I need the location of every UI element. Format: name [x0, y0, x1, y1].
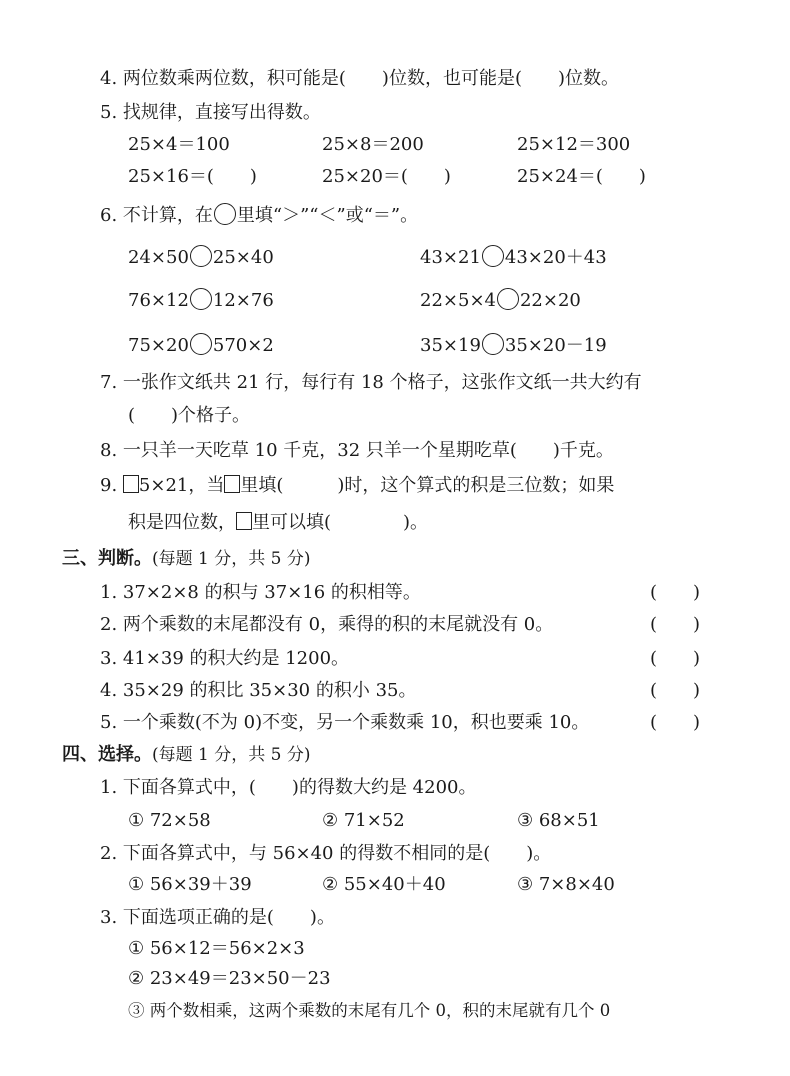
question-9-line2	[128, 512, 428, 534]
choice-q2-opt1[interactable]: ① 56×39＋39	[128, 874, 252, 895]
choice-q2-opt3[interactable]: ③ 7×8×40	[517, 874, 615, 895]
q5-item-2: 25×8＝200	[322, 134, 424, 155]
answer-circle[interactable]	[497, 288, 519, 310]
q6-prefix: 6. 不计算，在	[100, 205, 213, 226]
section-choice-title	[62, 744, 311, 766]
q6-right: 43×20＋43	[504, 247, 607, 268]
q9-text-c: 积是四位数，	[128, 512, 236, 533]
question-7-line2: ( )个格子。	[128, 405, 251, 426]
choice-note: (每题 1 分，共 5 分)	[152, 745, 311, 765]
choice-title: 四、选择。	[62, 744, 152, 765]
question-7-line1: 7. 一张作文纸共 21 行，每行有 18 个格子，这张作文纸一共大约有	[100, 372, 642, 393]
q6-right: 570×2	[212, 335, 274, 356]
judge-item-3: 3. 41×39 的积大约是 1200。	[100, 648, 350, 669]
judge-item-1: 1. 37×2×8 的积与 37×16 的积相等。	[100, 582, 421, 603]
q5-item-6: 25×24＝( )	[517, 166, 646, 187]
q6-item-1	[128, 247, 274, 269]
judge-item-2: 2. 两个乘数的末尾都没有 0，乘得的积的末尾就没有 0。	[100, 614, 554, 635]
judge-answer-1[interactable]: ( )	[650, 582, 701, 603]
choice-q3-opt1[interactable]: ① 56×12＝56×2×3	[128, 938, 305, 959]
q5-item-1: 25×4＝100	[128, 134, 230, 155]
judge-answer-4[interactable]: ( )	[650, 680, 701, 701]
choice-q1-opt1[interactable]: ① 72×58	[128, 810, 211, 831]
q6-left: 75×20	[128, 335, 189, 356]
judge-item-4: 4. 35×29 的积比 35×30 的积小 35。	[100, 680, 417, 701]
q5-item-4: 25×16＝( )	[128, 166, 257, 187]
choice-q3-opt2[interactable]: ② 23×49＝23×50－23	[128, 968, 331, 989]
q6-left: 22×5×4	[420, 290, 496, 311]
q6-left: 24×50	[128, 247, 189, 268]
q9-text-a: 5×21，当	[138, 475, 225, 496]
q6-item-5	[128, 335, 274, 357]
judge-answer-5[interactable]: ( )	[650, 712, 701, 733]
choice-q1-opt2[interactable]: ② 71×52	[322, 810, 405, 831]
judge-item-5: 5. 一个乘数(不为 0)不变，另一个乘数乘 10，积也要乘 10。	[100, 712, 590, 733]
q6-item-6	[420, 335, 607, 357]
q5-item-3: 25×12＝300	[517, 134, 631, 155]
judge-answer-3[interactable]: ( )	[650, 648, 701, 669]
answer-circle[interactable]	[482, 333, 504, 355]
choice-q2-opt2[interactable]: ② 55×40＋40	[322, 874, 446, 895]
question-9-line1	[100, 475, 614, 497]
choice-q1-opt3[interactable]: ③ 68×51	[517, 810, 600, 831]
q6-item-3	[128, 290, 274, 312]
q6-right: 35×20－19	[504, 335, 607, 356]
judge-answer-2[interactable]: ( )	[650, 614, 701, 635]
q6-left: 35×19	[420, 335, 481, 356]
q6-right: 25×40	[212, 247, 274, 268]
q9-text-b: 里填( )时，这个算式的积是三位数；如果	[240, 475, 615, 496]
judge-note: (每题 1 分，共 5 分)	[152, 549, 311, 569]
section-judge-title	[62, 548, 311, 570]
q6-right: 12×76	[212, 290, 274, 311]
judge-title: 三、判断。	[62, 548, 152, 569]
q6-left: 76×12	[128, 290, 189, 311]
q5-item-5: 25×20＝( )	[322, 166, 451, 187]
question-5: 5. 找规律，直接写出得数。	[100, 102, 321, 123]
choice-q3-opt3[interactable]: ③ 两个数相乘，这两个乘数的末尾有几个 0，积的末尾就有几个 0	[128, 1001, 611, 1020]
question-8: 8. 一只羊一天吃草 10 千克，32 只羊一个星期吃草( )千克。	[100, 440, 614, 461]
question-6	[100, 205, 418, 227]
answer-circle[interactable]	[482, 245, 504, 267]
q9-number: 9.	[100, 475, 118, 496]
q6-item-4	[420, 290, 581, 312]
q6-suffix: 里填“＞”“＜”或“＝”。	[236, 205, 419, 226]
answer-circle[interactable]	[190, 245, 212, 267]
choice-q3: 3. 下面选项正确的是( )。	[100, 907, 335, 928]
digit-box-icon	[224, 475, 240, 493]
question-4: 4. 两位数乘两位数，积可能是( )位数，也可能是( )位数。	[100, 68, 619, 89]
q9-text-d: 里可以填( )。	[252, 512, 429, 533]
answer-circle[interactable]	[190, 333, 212, 355]
q6-right: 22×20	[519, 290, 581, 311]
choice-q1: 1. 下面各算式中，( )的得数大约是 4200。	[100, 777, 477, 798]
answer-circle[interactable]	[190, 288, 212, 310]
compare-circle-icon	[214, 203, 236, 225]
q6-left: 43×21	[420, 247, 481, 268]
choice-q2: 2. 下面各算式中，与 56×40 的得数不相同的是( )。	[100, 843, 552, 864]
digit-box[interactable]	[123, 475, 139, 493]
digit-box-icon	[236, 512, 252, 530]
q6-item-2	[420, 247, 607, 269]
